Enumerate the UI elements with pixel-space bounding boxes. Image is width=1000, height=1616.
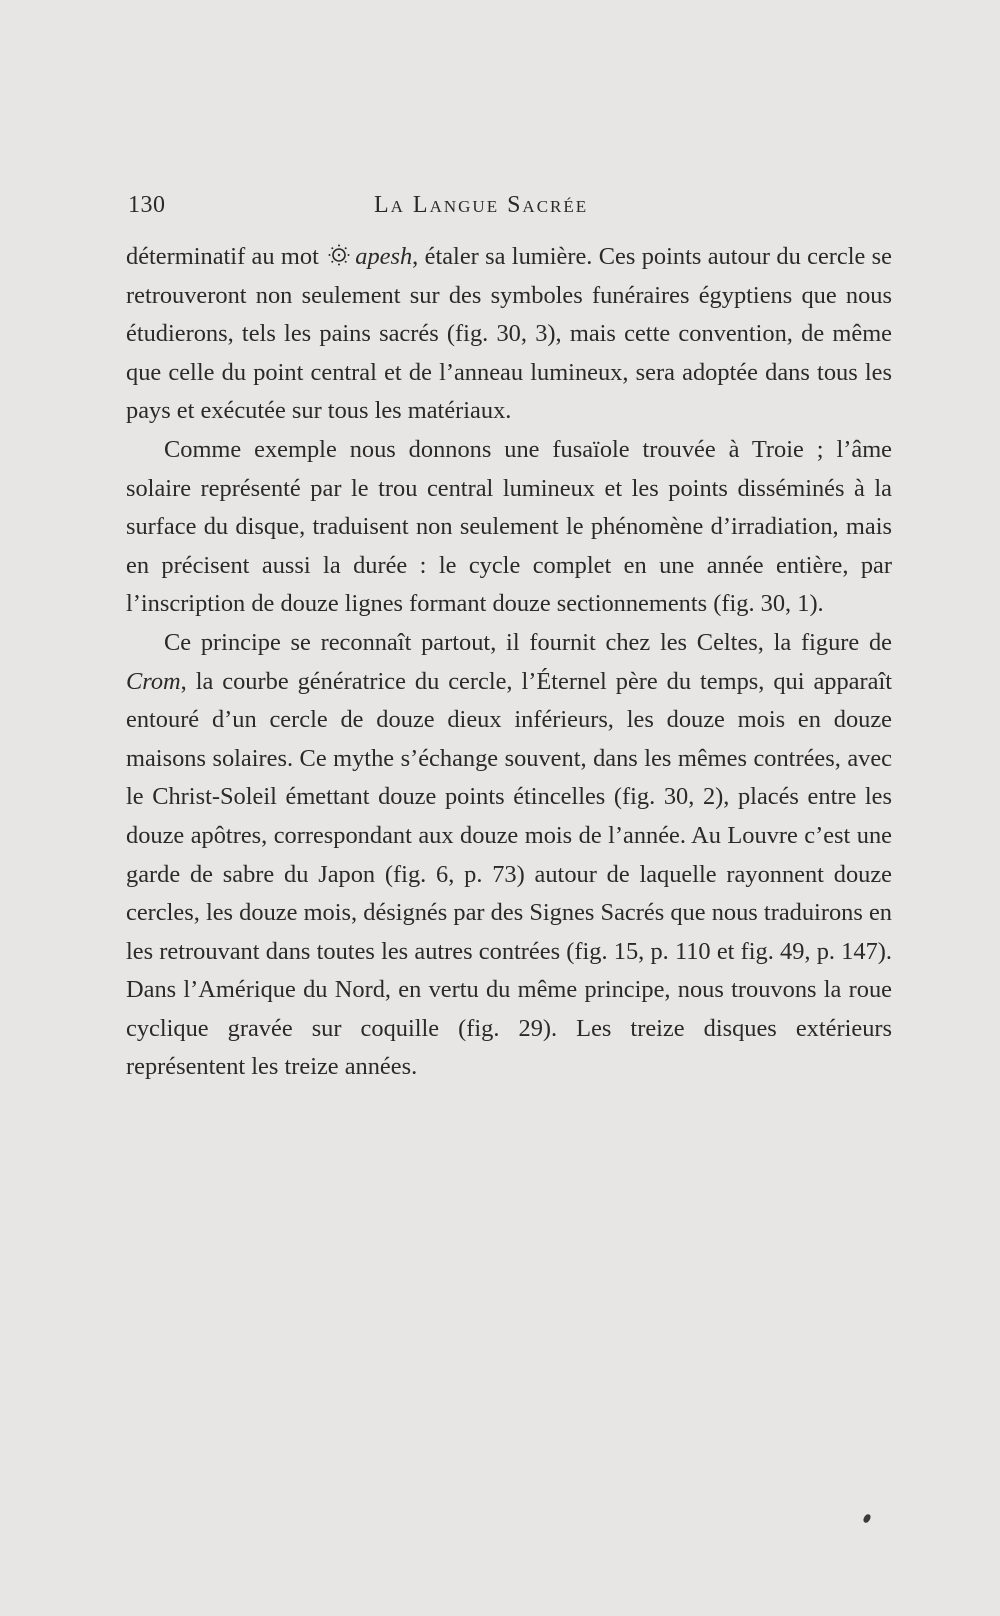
page-number: 130 (128, 192, 166, 218)
body-text (126, 238, 892, 1087)
paragraph-1 (126, 238, 892, 431)
paragraph-3-text-end: , la courbe génératrice du cercle, l’Éternel père du temps, qui apparaît entouré d’un cercle de douze dieux inférieurs, les douze mois en douze maisons solaires. Ce mythe s’échange souvent, dans les mêmes contrées, avec le Christ-Soleil émettant douze points étincelles (fig. 30, 2), placés entre les douze apôtres, correspondant aux douze mois de l’année. Au Louvre c’est une garde de sabre du Japon (fig. 6, p. 73) autour de laquelle rayonnent douze cercles, les douze mois, désignés par des Signes Sacrés que nous traduirons en les retrouvant dans toutes les autres contrées (fig. 15, p. 110 et fig. 49, p. 147). Dans l’Amérique du Nord, en vertu du même principe, nous trouvons la roue cyclique gravée sur coquille (fig. 29). Les treize disques extérieurs représentent les treize années. (126, 667, 892, 1081)
ink-speck (862, 1513, 871, 1524)
paragraph-1-text-start: déterminatif au mot (126, 243, 326, 270)
italic-word-crom: Crom (126, 667, 181, 695)
page-header (128, 192, 890, 226)
running-title: La Langue Sacrée (374, 192, 589, 218)
paragraph-1-text-end: , étaler sa lumière. Ces points autour du cercle se retrouveront non seulement sur des symboles funéraires égyptiens que nous étudierons, tels les pains sacrés (fig. 30, 3), mais cette convention, de même que celle du point central et de l’anneau lumineux, sera adoptée dans tous les pays et exécutée sur tous les matériaux. (126, 243, 892, 425)
radiating-sun-glyph-icon (327, 243, 351, 267)
italic-word-apesh: apesh (355, 243, 413, 270)
paragraph-3-text-start: Ce principe se reconnaît partout, il fournit chez les Celtes, la figure de (164, 628, 892, 656)
paragraph-2: Comme exemple nous donnons une fusaïole trouvée à Troie ; l’âme solaire représenté par le trou central lumineux et les points disséminés à la surface du disque, traduisent non seulement le phénomène d’irradiation, mais en précisent aussi la durée : le cycle complet en une année entière, par l’inscription de douze lignes formant douze sectionnements (fig. 30, 1). (126, 435, 892, 618)
paragraph-3 (126, 624, 892, 1087)
